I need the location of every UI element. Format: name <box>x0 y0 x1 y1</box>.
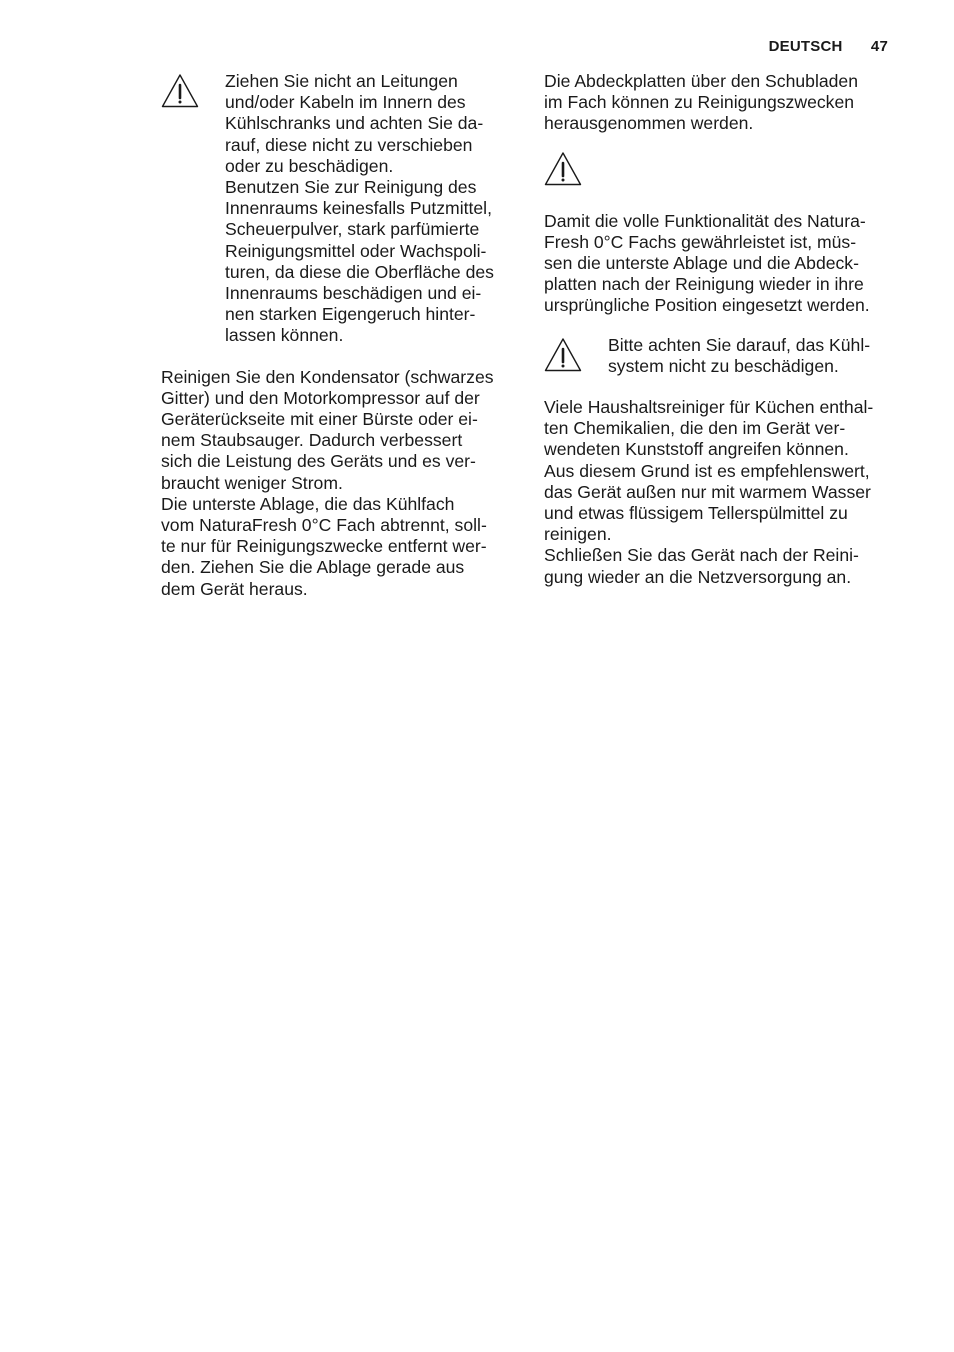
text-line: und etwas flüssigem Tellerspülmittel zu <box>544 503 848 524</box>
paragraph-naturafresh-function <box>544 211 898 317</box>
text-line: Scheuerpulver, stark parfümierte <box>225 219 480 240</box>
text-line: Reinigen Sie den Kondensator (schwarzes <box>161 366 494 387</box>
paragraph-household-cleaners <box>544 397 898 588</box>
text-line: rauf, diese nicht zu verschieben <box>225 134 473 155</box>
text-line: Viele Haushaltsreiniger für Küchen enthal- <box>544 397 874 418</box>
warning-block-cables <box>161 71 516 347</box>
header-language: DEUTSCH <box>768 38 843 55</box>
text-line: Die Abdeckplatten über den Schubladen <box>544 71 858 91</box>
warning-block-cooling-system <box>544 335 898 377</box>
text-line: wendeten Kunststoff angreifen können. <box>544 439 849 460</box>
warning-text-cables <box>225 71 516 347</box>
page-header <box>769 38 888 55</box>
warning-text-cooling-system <box>608 335 898 377</box>
text-line: lassen können. <box>225 325 344 346</box>
text-line: platten nach der Reinigung wieder in ihre <box>544 274 864 295</box>
text-line: gung wieder an die Netzversorgung an. <box>544 566 852 587</box>
warning-triangle-icon <box>544 337 582 373</box>
left-column <box>161 71 516 600</box>
text-line: Damit die volle Funktionalität des Natura- <box>544 210 866 231</box>
text-line: Aus diesem Grund ist es empfehlenswert, <box>544 460 870 481</box>
text-line: ursprüngliche Position eingesetzt werden. <box>544 295 870 316</box>
text-line: sich die Leistung des Geräts und es ver- <box>161 451 476 472</box>
text-line: herausgenommen werden. <box>544 113 754 134</box>
text-line: Geräterückseite mit einer Bürste oder ei- <box>161 409 478 430</box>
text-line: ten Chemikalien, die den im Gerät ver- <box>544 418 846 439</box>
text-line: te nur für Reinigungszwecke entfernt wer- <box>161 536 487 557</box>
text-line: Innenraums beschädigen und ei- <box>225 283 482 304</box>
paragraph-condenser-cleaning <box>161 367 516 600</box>
right-column <box>544 71 898 588</box>
text-line: den. Ziehen Sie die Ablage gerade aus <box>161 557 465 578</box>
warning-triangle-icon <box>544 151 582 187</box>
text-line: und/oder Kabeln im Innern des <box>225 92 466 113</box>
text-line: Fresh 0°C Fachs gewährleistet ist, müs- <box>544 231 857 252</box>
text-line: Innenraums keinesfalls Putzmittel, <box>225 198 492 219</box>
text-line: Benutzen Sie zur Reinigung des <box>225 177 477 198</box>
text-line: Bitte achten Sie darauf, das Kühl- <box>608 334 871 355</box>
text-line: nen starken Eigengeruch hinter- <box>225 304 476 325</box>
text-line: vom NaturaFresh 0°C Fach abtrennt, soll- <box>161 515 487 536</box>
text-line: sen die unterste Ablage und die Abdeck- <box>544 253 859 274</box>
text-line: braucht weniger Strom. <box>161 472 343 493</box>
text-line: turen, da diese die Oberfläche des <box>225 261 494 282</box>
text-line: Die unterste Ablage, die das Kühlfach <box>161 493 455 514</box>
text-line: dem Gerät heraus. <box>161 578 308 599</box>
text-line: Gitter) und den Motorkompressor auf der <box>161 387 480 408</box>
text-line: system nicht zu beschädigen. <box>608 355 839 376</box>
text-line: nem Staubsauger. Dadurch verbessert <box>161 430 463 451</box>
text-line: Ziehen Sie nicht an Leitungen <box>225 71 458 91</box>
text-line: Kühlschranks und achten Sie da- <box>225 113 484 134</box>
text-line: oder zu beschädigen. <box>225 155 394 176</box>
warning-block-icon-only <box>544 135 898 211</box>
text-line: im Fach können zu Reinigungszwecken <box>544 92 855 113</box>
warning-triangle-icon <box>161 73 199 109</box>
paragraph-cover-plates <box>544 71 898 135</box>
text-line: das Gerät außen nur mit warmem Wasser <box>544 481 871 502</box>
page-number: 47 <box>870 38 888 55</box>
text-line: Reinigungsmittel oder Wachspoli- <box>225 240 487 261</box>
text-line: reinigen. <box>544 524 612 545</box>
text-line: Schließen Sie das Gerät nach der Reini- <box>544 545 859 566</box>
